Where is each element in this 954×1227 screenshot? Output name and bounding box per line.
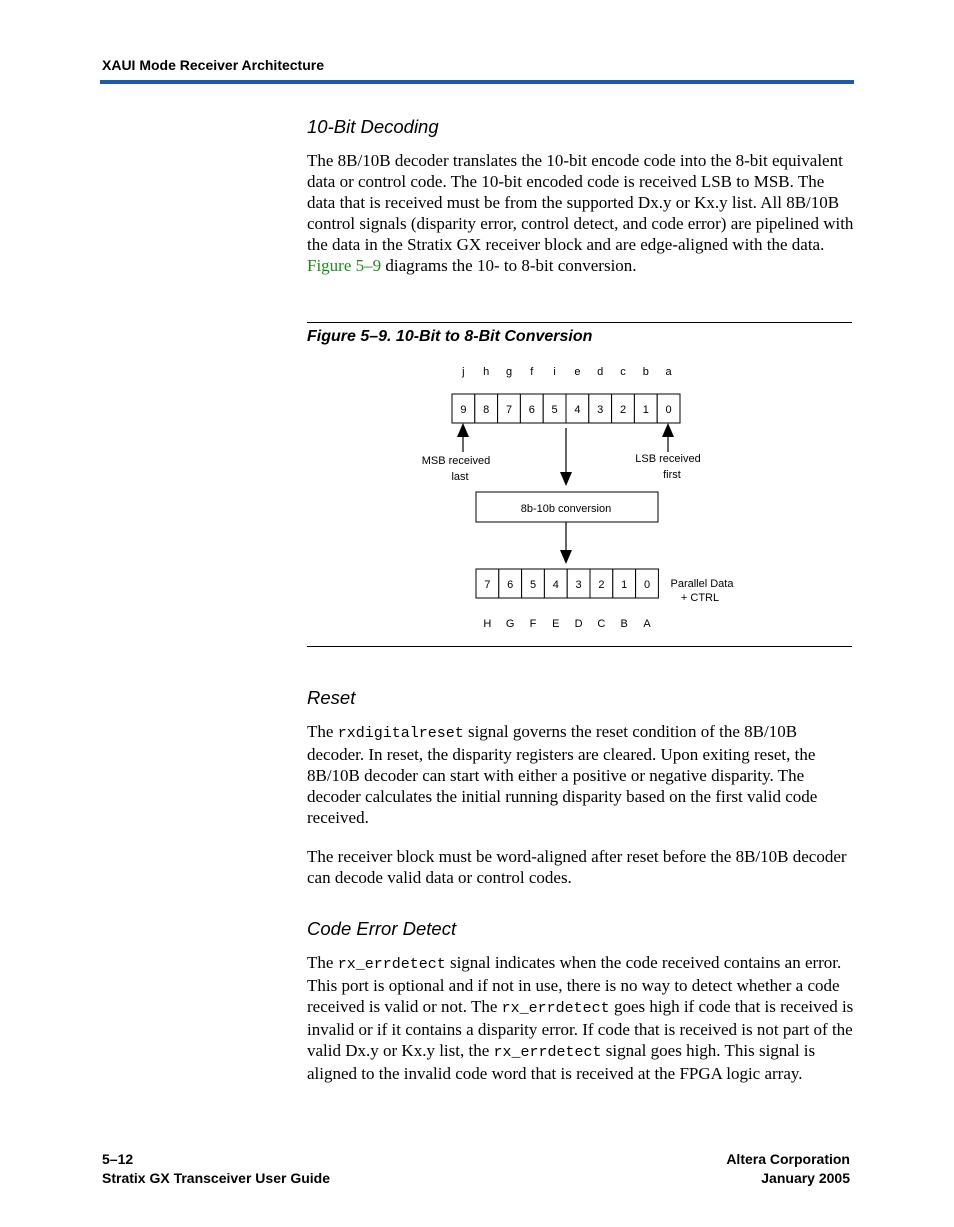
bit-letter: B — [620, 618, 628, 630]
top-bit-register — [452, 394, 680, 423]
paragraph-text: signal indicates when the code received contains an error. This port is optional and if not in use, there is no way to detect whether a code received is valid or not. The — [307, 953, 842, 1016]
section-heading-decoding: 10-Bit Decoding — [307, 116, 439, 137]
bit-value: 5 — [551, 404, 558, 416]
bit-letter: e — [574, 366, 581, 378]
bit-value: 5 — [529, 579, 537, 591]
parallel-label: Parallel Data — [670, 578, 734, 590]
bit-value: 6 — [507, 579, 514, 591]
running-header: XAUI Mode Receiver Architecture — [102, 57, 324, 73]
signal-name: rx_errdetect — [493, 1044, 602, 1061]
bit-letter: G — [505, 618, 515, 630]
bit-value: 8 — [483, 404, 490, 416]
bit-value: 0 — [665, 404, 672, 416]
figure-caption: Figure 5–9. 10-Bit to 8-Bit Conversion — [307, 328, 593, 345]
bit-value: 7 — [484, 579, 491, 591]
bit-letter: A — [643, 618, 651, 630]
paragraph-reset-2: The receiver block must be word-aligned after reset before the 8B/10B decoder can decode valid data or control codes. — [307, 847, 847, 887]
bit-value: 9 — [460, 404, 467, 416]
lsb-label: LSB received — [635, 453, 701, 465]
bit-value: 6 — [528, 404, 535, 416]
bit-value: 1 — [621, 579, 628, 591]
paragraph-text: The — [307, 722, 338, 741]
paragraph-reset-1 — [307, 721, 855, 828]
bit-letter: d — [597, 366, 604, 378]
decode-arrow-head — [560, 472, 572, 486]
bit-letter: h — [483, 366, 490, 378]
bottom-bit-register — [476, 569, 658, 598]
company-name: Altera Corporation — [726, 1151, 850, 1167]
bit-value: 3 — [597, 404, 604, 416]
parallel-label: + CTRL — [680, 592, 720, 604]
bit-letter: a — [665, 366, 672, 378]
bit-letter: g — [505, 366, 513, 378]
bit-letter: E — [552, 618, 560, 630]
bit-value: 7 — [505, 404, 513, 416]
figure-link[interactable]: Figure 5–9 — [307, 256, 382, 275]
msb-arrow-head — [457, 423, 469, 437]
bit-letter: i — [553, 366, 556, 378]
lsb-arrow-head — [662, 423, 674, 437]
lsb-label: first — [663, 469, 681, 481]
bit-letter: c — [620, 366, 626, 378]
section-heading-reset: Reset — [307, 687, 356, 708]
bit-value: 4 — [552, 579, 559, 591]
bit-letter: j — [462, 366, 465, 378]
bit-letter: f — [530, 366, 534, 378]
bit-value: 4 — [574, 404, 581, 416]
signal-name: rxdigitalreset — [337, 725, 464, 742]
paragraph-text: diagrams the 10- to 8-bit conversion. — [381, 256, 637, 275]
signal-name: rx_errdetect — [501, 1000, 610, 1017]
bit-letter: b — [642, 366, 649, 378]
page-number: 5–12 — [102, 1151, 134, 1167]
bit-letter: C — [597, 618, 606, 630]
top-bit-letters — [461, 366, 672, 378]
msb-label: last — [451, 471, 469, 483]
paragraph-text: signal goes high. This signal is aligned to the invalid code word that is received at the FPGA logic array. — [307, 1041, 816, 1083]
guide-title: Stratix GX Transceiver User Guide — [102, 1170, 330, 1186]
paragraph-text: signal governs the reset condition of the 8B/10B decoder. In reset, the disparity registers are cleared. Upon exiting reset, the 8B/10B decoder can start with either a positive or negative disparity. The decoder calculates the initial running disparity based on the first valid code received. — [307, 722, 818, 827]
bit-letter: H — [483, 618, 492, 630]
bit-value: 0 — [643, 579, 651, 591]
paragraph-text: The 8B/10B decoder translates the 10-bit encode code into the 8-bit equivalent data or control code. The 10-bit encoded code is received LSB to MSB. The data that is received must be from the supported Dx.y or Kx.y list. All 8B/10B control signals (disparity error, control detect, and code error) are pipelined with the data in the Stratix GX receiver block and are edge-aligned with the data. — [307, 151, 854, 254]
msb-label: MSB received — [421, 455, 491, 467]
bit-value: 2 — [598, 579, 605, 591]
output-arrow-head — [560, 550, 572, 564]
paragraph-text: goes high if code that is received is invalid or if it contains a disparity error. If code that is received is not part of the valid Dx.y or Kx.y list, the — [307, 997, 854, 1060]
figure-bottom-rule — [307, 646, 852, 647]
section-heading-code-error: Code Error Detect — [307, 918, 457, 939]
paragraph-text: The — [307, 953, 338, 972]
publication-date: January 2005 — [761, 1170, 850, 1186]
bit-value: 1 — [642, 404, 649, 416]
paragraph-code-error — [307, 952, 855, 1084]
signal-name: rx_errdetect — [337, 956, 446, 973]
bit-value: 3 — [575, 579, 582, 591]
conversion-label: 8b-10b conversion — [520, 503, 612, 515]
bit-letter: F — [529, 618, 537, 630]
bit-letter: D — [574, 618, 583, 630]
bit-value: 2 — [619, 404, 627, 416]
bottom-bit-letters — [483, 618, 651, 630]
